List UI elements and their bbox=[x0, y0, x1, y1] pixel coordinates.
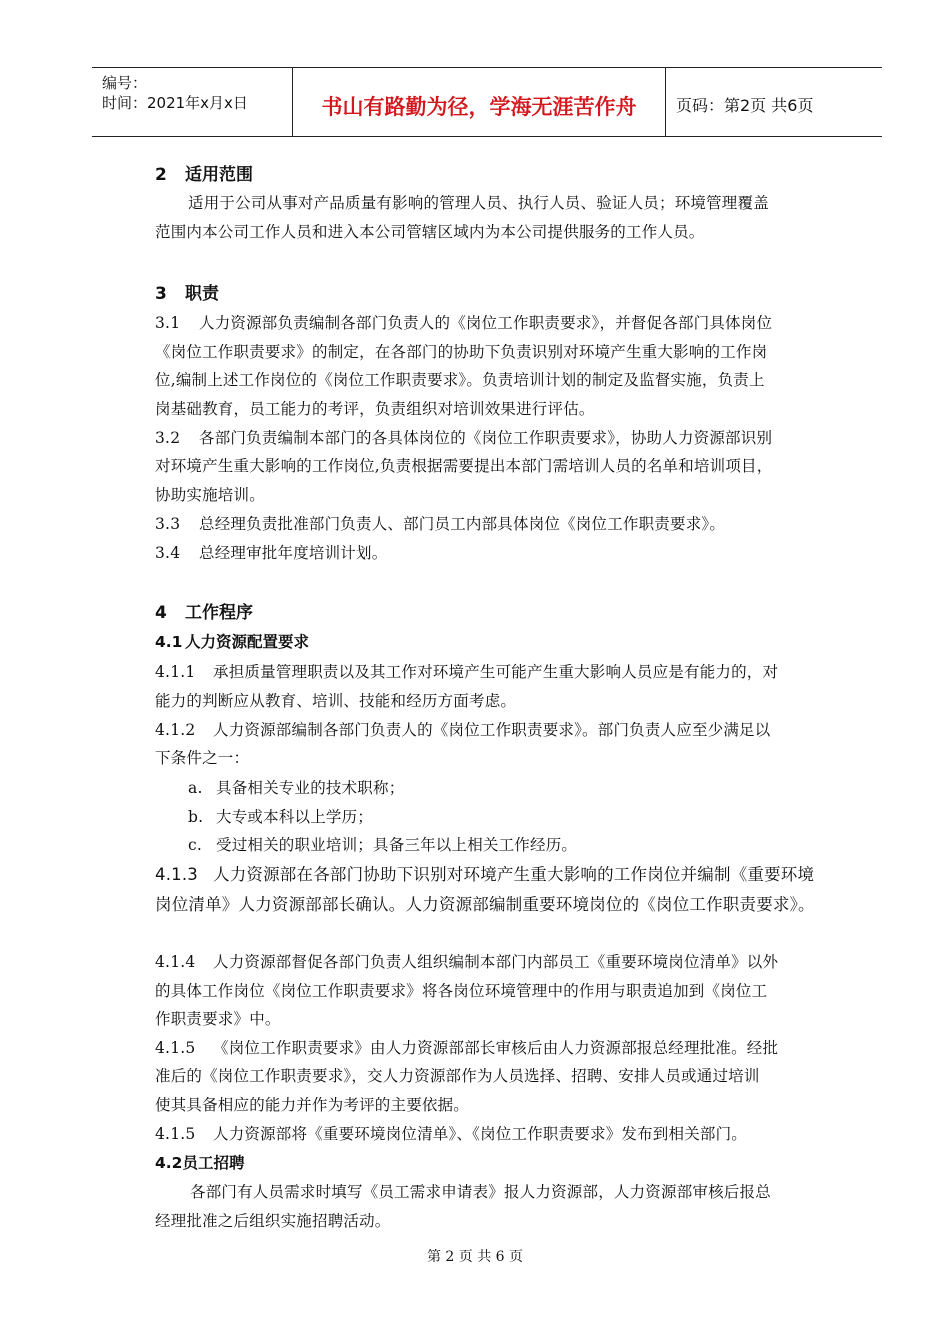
paragraph-line: 岗位清单》人力资源部部长确认。人力资源部编制重要环境岗位的《岗位工作职责要求》。 bbox=[155, 895, 815, 914]
clause-number: 3.2 bbox=[155, 429, 181, 447]
paragraph-line: 位,编制上述工作岗位的《岗位工作职责要求》。负责培训计划的制定及监督实施，负责上 bbox=[155, 371, 765, 389]
paragraph-line bbox=[155, 861, 814, 885]
clause-text: 各部门负责编制本部门的各具体岗位的《岗位工作职责要求》，协助人力资源部识别 bbox=[199, 429, 773, 447]
document-header bbox=[92, 67, 882, 137]
section-title: 适用范围 bbox=[185, 165, 253, 185]
paragraph-line bbox=[155, 426, 772, 448]
header-time-label: 时间：2021年x月x日 bbox=[102, 94, 248, 112]
list-item bbox=[188, 776, 404, 798]
clause-number: 3.3 bbox=[155, 515, 181, 533]
paragraph-line: 适用于公司从事对产品质量有影响的管理人员、执行人员、验证人员；环境管理覆盖 bbox=[188, 194, 769, 212]
subsection-heading: 4.2员工招聘 bbox=[155, 1154, 245, 1172]
section-number: 3 bbox=[155, 284, 167, 304]
section-heading bbox=[155, 279, 219, 304]
subsection-heading bbox=[155, 630, 309, 652]
clause-number: 4.1.4 bbox=[155, 953, 196, 971]
header-page-label: 页码：第2页 共6页 bbox=[676, 96, 814, 115]
paragraph-line: 的具体工作岗位《岗位工作职责要求》将各岗位环境管理中的作用与职责追加到《岗位工 bbox=[155, 982, 768, 1000]
list-marker: b. bbox=[188, 808, 204, 826]
list-item bbox=[188, 833, 577, 855]
clause-text: 人力资源部在各部门协助下识别对环境产生重大影响的工作岗位并编制《重要环境 bbox=[213, 865, 815, 884]
paragraph-line bbox=[155, 1122, 747, 1144]
paragraph-line: 能力的判断应从教育、培训、技能和经历方面考虑。 bbox=[155, 692, 517, 710]
section-title: 职责 bbox=[185, 284, 219, 304]
section-heading bbox=[155, 160, 253, 185]
paragraph-line bbox=[155, 660, 778, 682]
header-motto: 书山有路勤为径，学海无涯苦作舟 bbox=[321, 95, 637, 119]
list-marker: c. bbox=[188, 836, 203, 854]
paragraph-line: 使其具备相应的能力并作为考评的主要依据。 bbox=[155, 1096, 470, 1114]
clause-text: 承担质量管理职责以及其工作对环境产生可能产生重大影响人员应是有能力的，对 bbox=[213, 663, 779, 681]
clause-number: 3.4 bbox=[155, 544, 181, 562]
paragraph-line: 经理批准之后组织实施招聘活动。 bbox=[155, 1212, 391, 1230]
section-number: 2 bbox=[155, 165, 167, 185]
section-number: 4 bbox=[155, 603, 167, 623]
list-item bbox=[188, 805, 373, 827]
list-item-text: 受过相关的职业培训；具备三年以上相关工作经历。 bbox=[216, 836, 578, 854]
paragraph-line: 对环境产生重大影响的工作岗位,负责根据需要提出本部门需培训人员的名单和培训项目， bbox=[155, 457, 773, 475]
header-page-cell bbox=[666, 68, 882, 136]
list-item-text: 具备相关专业的技术职称； bbox=[216, 779, 405, 797]
section-heading bbox=[155, 598, 253, 623]
page-footer: 第 2 页 共 6 页 bbox=[426, 1249, 524, 1265]
paragraph-line bbox=[155, 311, 772, 333]
clause-text: 人力资源部编制各部门负责人的《岗位工作职责要求》。部门负责人应至少满足以 bbox=[213, 721, 771, 739]
subsection-title: 人力资源配置要求 bbox=[185, 633, 310, 651]
clause-number: 4.1.5 bbox=[155, 1039, 196, 1057]
clause-number: 4.1.2 bbox=[155, 721, 196, 739]
header-number-label: 编号： bbox=[102, 74, 148, 92]
paragraph-line bbox=[155, 512, 725, 534]
paragraph-line bbox=[155, 1036, 778, 1058]
clause-text: 人力资源部将《重要环境岗位清单》、《岗位工作职责要求》发布到相关部门。 bbox=[213, 1125, 748, 1143]
section-title: 工作程序 bbox=[185, 603, 253, 623]
paragraph-line: 作职责要求》中。 bbox=[155, 1010, 281, 1028]
paragraph-line bbox=[155, 950, 778, 972]
paragraph-line: 准后的《岗位工作职责要求》，交人力资源部作为人员选择、招聘、安排人员或通过培训 bbox=[155, 1067, 760, 1085]
subsection-number: 4.1 bbox=[155, 633, 183, 651]
clause-text: 总经理审批年度培训计划。 bbox=[199, 544, 388, 562]
header-motto-cell bbox=[293, 68, 665, 136]
header-meta-cell bbox=[92, 68, 292, 136]
paragraph-line bbox=[155, 541, 387, 563]
clause-text: 总经理负责批准部门负责人、部门员工内部具体岗位《岗位工作职责要求》。 bbox=[199, 515, 726, 533]
clause-number: 4.1.3 bbox=[155, 865, 198, 884]
clause-text: 《岗位工作职责要求》由人力资源部部长审核后由人力资源部报总经理批准。经批 bbox=[213, 1039, 779, 1057]
paragraph-line: 下条件之一： bbox=[155, 749, 250, 767]
clause-number: 4.1.1 bbox=[155, 663, 196, 681]
paragraph-line: 协助实施培训。 bbox=[155, 486, 265, 504]
clause-text: 人力资源部督促各部门负责人组织编制本部门内部员工《重要环境岗位清单》以外 bbox=[213, 953, 779, 971]
clause-number: 4.1.5 bbox=[155, 1125, 196, 1143]
clause-text: 人力资源部负责编制各部门负责人的《岗位工作职责要求》，并督促各部门具体岗位 bbox=[199, 314, 773, 332]
list-marker: a. bbox=[188, 779, 203, 797]
clause-number: 3.1 bbox=[155, 314, 181, 332]
paragraph-line: 《岗位工作职责要求》的制定，在各部门的协助下负责识别对环境产生重大影响的工作岗 bbox=[155, 343, 768, 361]
paragraph-line: 各部门有人员需求时填写《员工需求申请表》报人力资源部，人力资源部审核后报总 bbox=[190, 1183, 771, 1201]
paragraph-line bbox=[155, 718, 770, 740]
paragraph-line: 岗基础教育，员工能力的考评，负责组织对培训效果进行评估。 bbox=[155, 400, 595, 418]
list-item-text: 大专或本科以上学历； bbox=[216, 808, 374, 826]
paragraph-line: 范围内本公司工作人员和进入本公司管辖区域内为本公司提供服务的工作人员。 bbox=[155, 223, 705, 241]
